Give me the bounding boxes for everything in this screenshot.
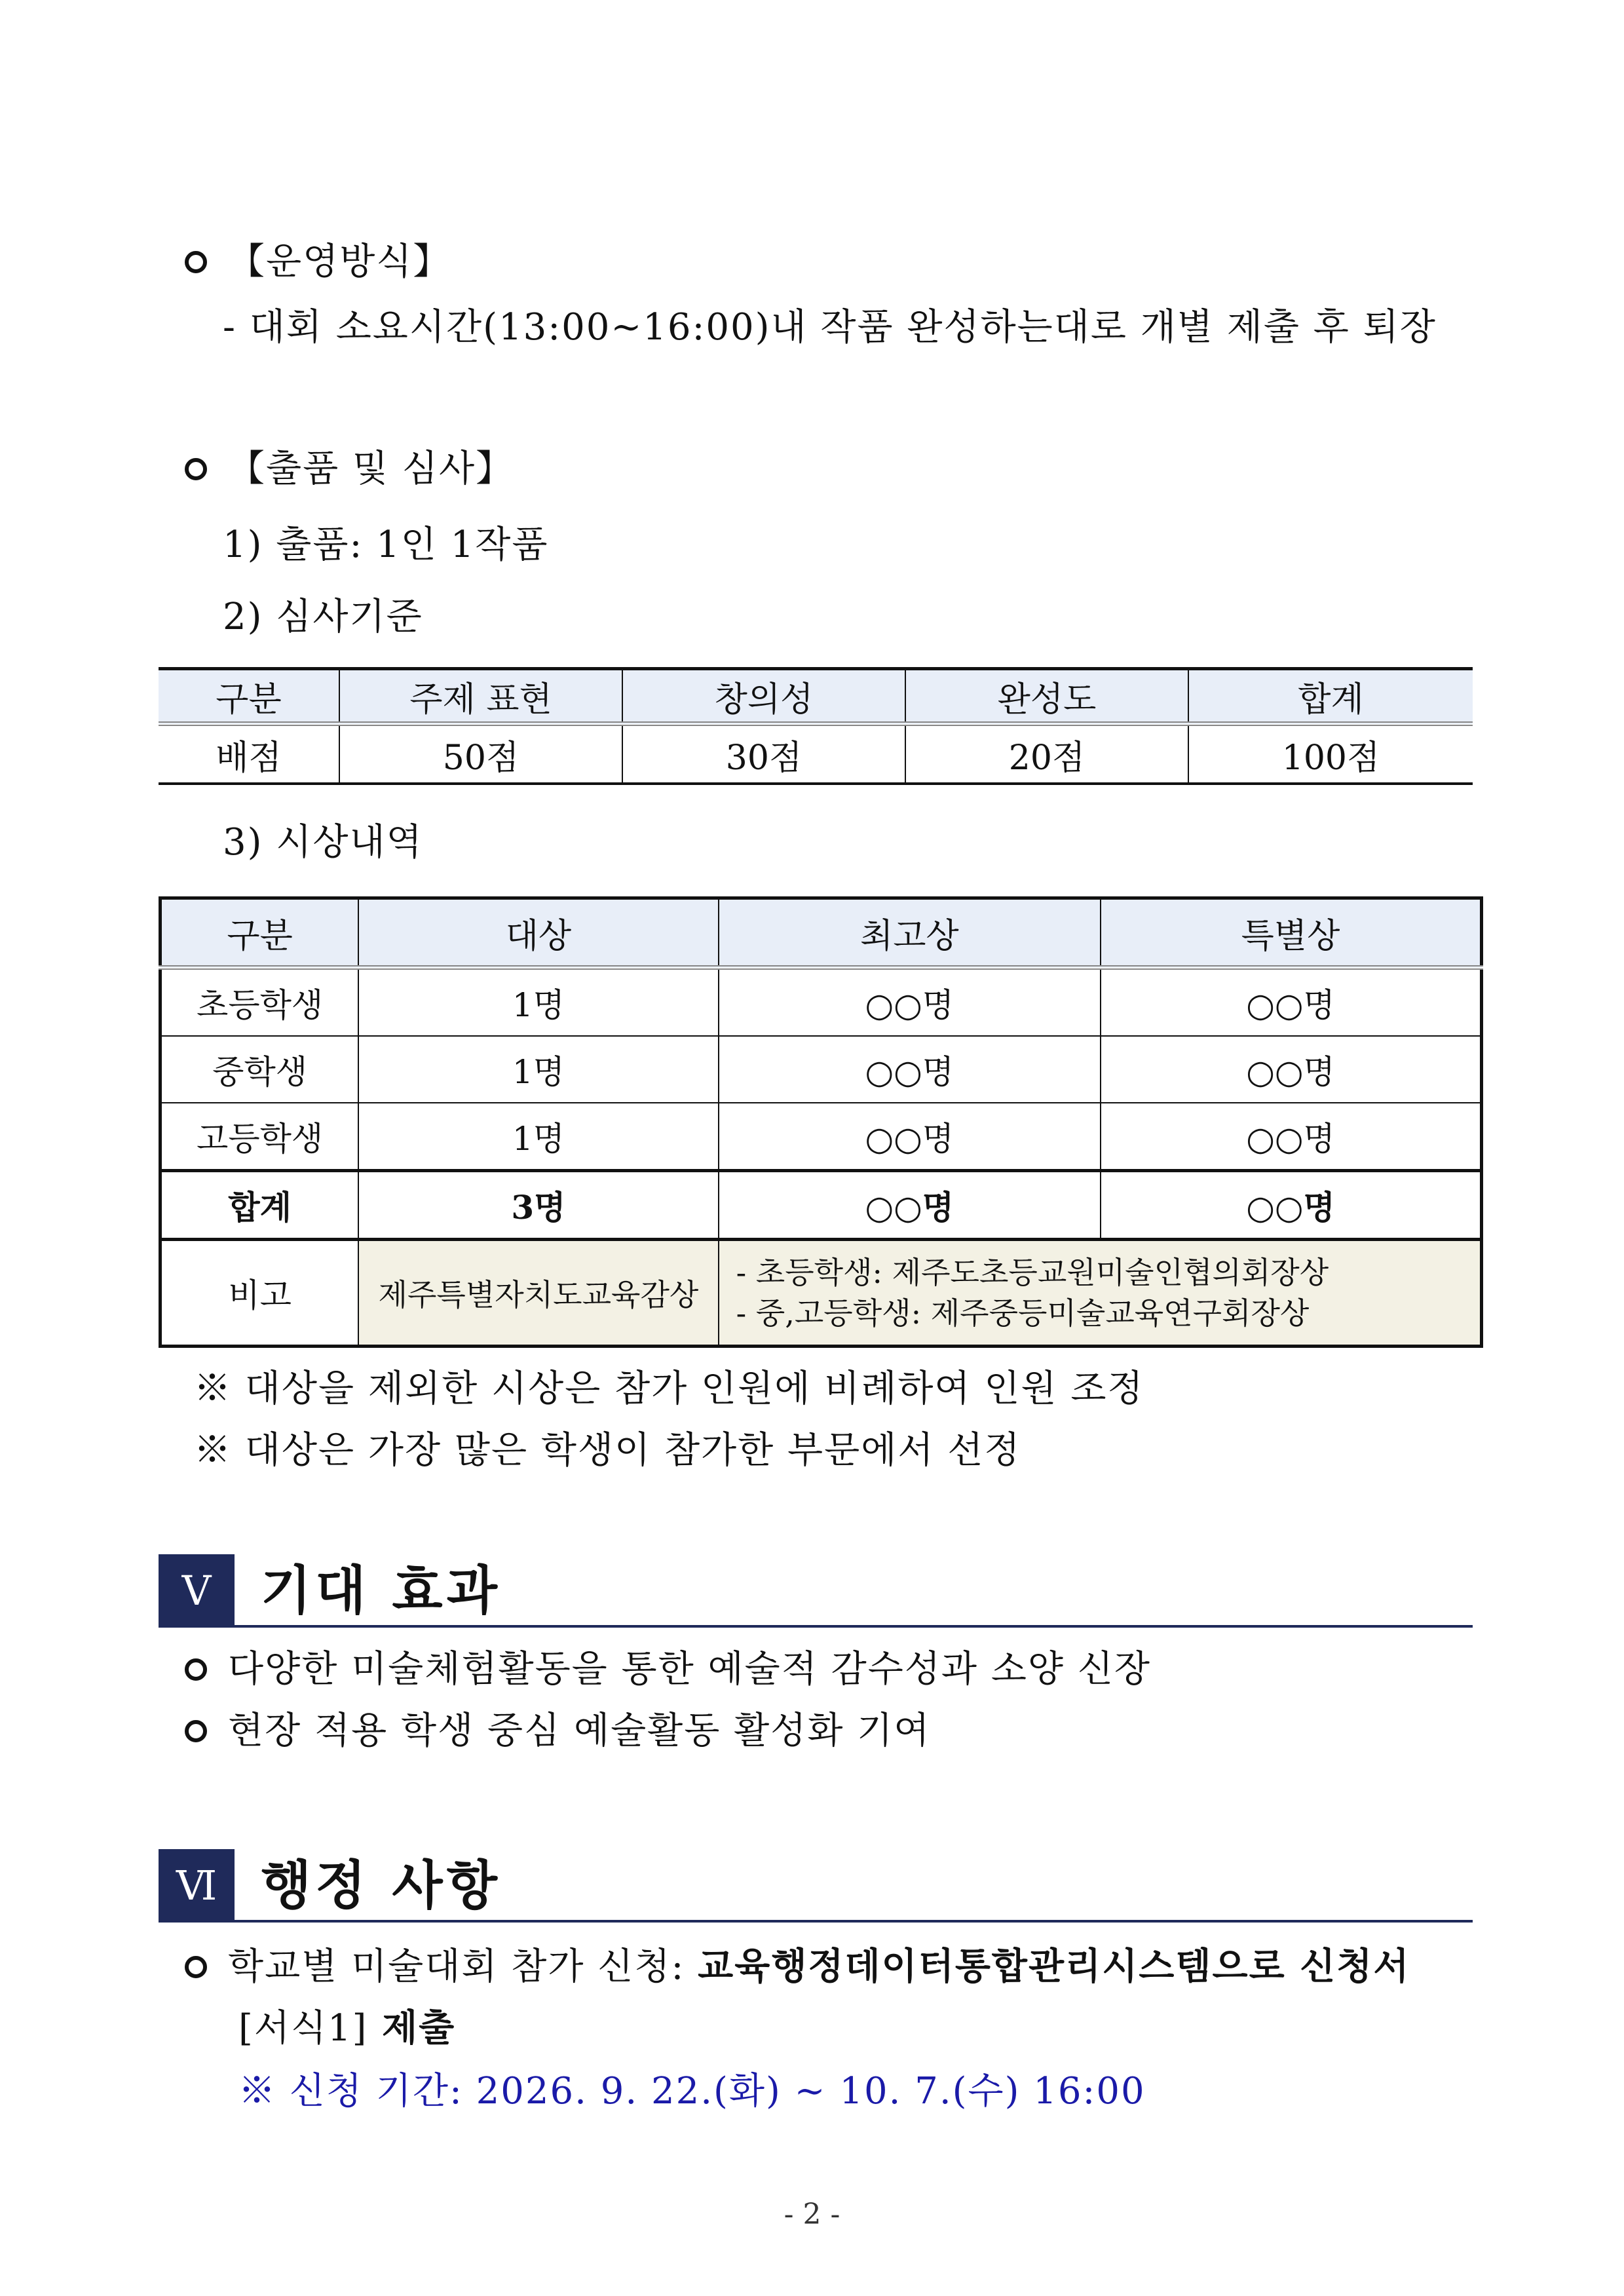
section5-item-text: 다양한 미술체험활동을 통한 예술적 감수성과 소양 신장 bbox=[228, 1648, 1152, 1691]
remark-line: ※ 대상을 제외한 시상은 참가 인원에 비례하여 인원 조정 bbox=[194, 1368, 1144, 1410]
award-total-cell: ○○명 bbox=[1101, 1171, 1481, 1240]
application-period: ※ 신청 기간: 2026. 9. 22.(화) ~ 10. 7.(수) 16:00 bbox=[238, 2070, 1146, 2113]
section5-item-text: 현장 적용 학생 중심 예술활동 활성화 기여 bbox=[228, 1710, 931, 1752]
section-number-box: Ⅵ bbox=[159, 1849, 235, 1923]
award-cell: ○○명 bbox=[1101, 1103, 1481, 1171]
award-cell: ○○명 bbox=[719, 1103, 1101, 1171]
operation-heading: 【운영방식】 bbox=[228, 240, 451, 283]
criteria-cell: 50점 bbox=[339, 724, 622, 784]
award-cell: 1명 bbox=[358, 1103, 718, 1171]
award-cell: ○○명 bbox=[1101, 968, 1481, 1037]
award-cell: ○○명 bbox=[1101, 1036, 1481, 1103]
criteria-cell: 100점 bbox=[1188, 724, 1473, 784]
award-total-row bbox=[161, 1171, 1482, 1240]
section-title: 기대 효과 bbox=[261, 1560, 501, 1621]
remark-line: ※ 대상은 가장 많은 학생이 참가한 부문에서 선정 bbox=[194, 1429, 1021, 1472]
award-note-details bbox=[719, 1240, 1482, 1347]
section5-item bbox=[185, 1646, 1151, 1693]
criteria-header: 창의성 bbox=[622, 669, 905, 724]
award-cell: 고등학생 bbox=[161, 1103, 359, 1171]
operation-line: - 대회 소요시간(13:00~16:00)내 작품 완성하는대로 개별 제출 후 퇴장 bbox=[223, 306, 1437, 349]
award-header: 최고상 bbox=[719, 898, 1101, 968]
criteria-cell: 배점 bbox=[159, 724, 339, 784]
criteria-table bbox=[159, 667, 1473, 785]
criteria-header: 구분 bbox=[159, 669, 339, 724]
award-row bbox=[161, 1036, 1482, 1103]
award-cell: 중학생 bbox=[161, 1036, 359, 1103]
section-number-box: Ⅴ bbox=[159, 1554, 235, 1628]
criteria-header: 완성도 bbox=[905, 669, 1188, 724]
criteria-cell: 20점 bbox=[905, 724, 1188, 784]
circle-bullet-icon bbox=[185, 458, 207, 480]
submission-heading: 【출품 및 심사】 bbox=[228, 448, 514, 490]
criteria-cell: 30점 bbox=[622, 724, 905, 784]
section6-item-prefix: 학교별 미술대회 참가 신청: bbox=[228, 1945, 698, 1988]
criteria-header: 합계 bbox=[1188, 669, 1473, 724]
award-note-row bbox=[161, 1240, 1482, 1347]
section5-item bbox=[185, 1708, 930, 1755]
award-header-row bbox=[161, 898, 1482, 968]
award-total-cell: ○○명 bbox=[719, 1171, 1101, 1240]
section-title: 행정 사항 bbox=[261, 1855, 501, 1916]
criteria-score-row bbox=[159, 724, 1473, 784]
section6-form-ref: [서식1] bbox=[238, 2007, 368, 2050]
award-note-line: - 초등학생: 제주도초등교원미술인협의회장상 bbox=[736, 1255, 1329, 1290]
section6-item bbox=[185, 1943, 1410, 1991]
criteria-header-row bbox=[159, 669, 1473, 724]
page-number: - 2 - bbox=[784, 2198, 840, 2231]
award-header: 구분 bbox=[161, 898, 359, 968]
award-total-cell: 합계 bbox=[161, 1171, 359, 1240]
award-row bbox=[161, 1103, 1482, 1171]
circle-bullet-icon bbox=[185, 251, 207, 273]
award-table bbox=[159, 896, 1483, 1348]
award-header: 대상 bbox=[358, 898, 718, 968]
award-note-line: - 중,고등학생: 제주중등미술교육연구회장상 bbox=[736, 1295, 1310, 1331]
award-cell: 1명 bbox=[358, 968, 718, 1037]
circle-bullet-icon bbox=[185, 1720, 207, 1742]
award-cell: 1명 bbox=[358, 1036, 718, 1103]
section6-item-bold: 교육행정데이터통합관리시스템으로 신청서 bbox=[698, 1945, 1410, 1988]
award-total-cell: 3명 bbox=[358, 1171, 718, 1240]
award-row bbox=[161, 968, 1482, 1037]
section-underline bbox=[159, 1625, 1473, 1628]
award-cell: ○○명 bbox=[719, 1036, 1101, 1103]
submission-item-3: 3) 시상내역 bbox=[223, 821, 423, 864]
submission-item-2: 2) 심사기준 bbox=[223, 596, 423, 638]
criteria-header: 주제 표현 bbox=[339, 669, 622, 724]
award-cell: 초등학생 bbox=[161, 968, 359, 1037]
section6-item-continued bbox=[238, 2005, 455, 2052]
circle-bullet-icon bbox=[185, 1658, 207, 1681]
submission-heading-row bbox=[185, 446, 514, 493]
award-note-label: 비고 bbox=[161, 1240, 359, 1347]
operation-heading-row bbox=[185, 239, 451, 286]
award-cell: ○○명 bbox=[719, 968, 1101, 1037]
award-header: 특별상 bbox=[1101, 898, 1481, 968]
section-underline bbox=[159, 1920, 1473, 1923]
award-note-main: 제주특별자치도교육감상 bbox=[358, 1240, 718, 1347]
circle-bullet-icon bbox=[185, 1956, 207, 1978]
section6-submit-text: 제출 bbox=[368, 2007, 456, 2050]
submission-item-1: 1) 출품: 1인 1작품 bbox=[223, 524, 549, 566]
